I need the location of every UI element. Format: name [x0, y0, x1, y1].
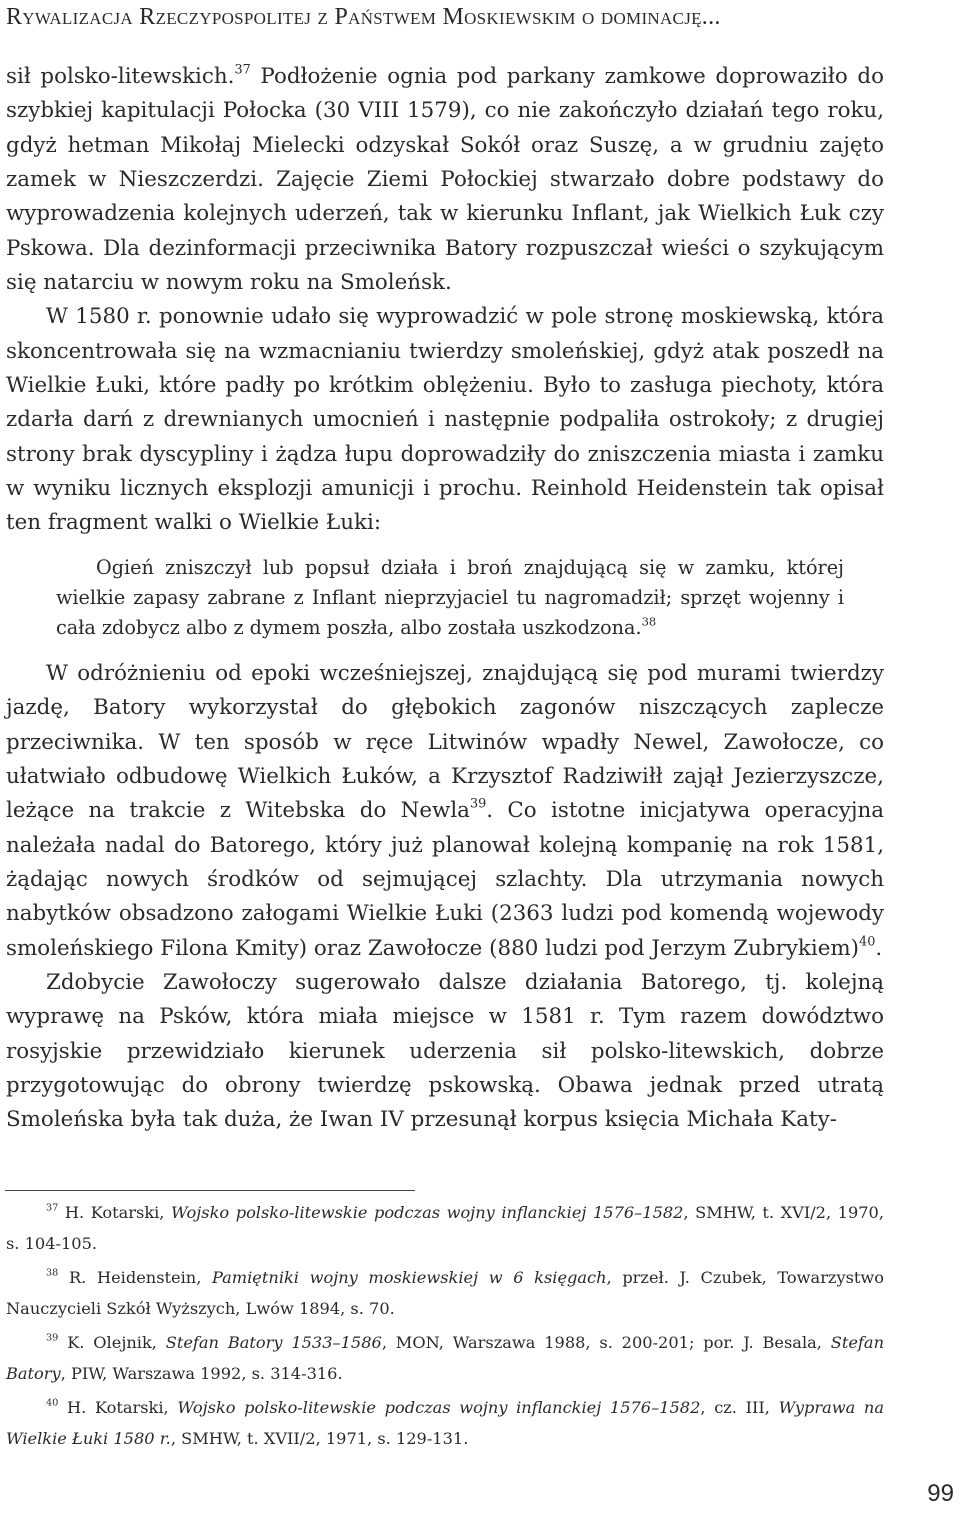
footnote-ref-38[interactable]: 38: [641, 614, 657, 629]
footnote-39: $^{39}$ K. Olejnik, Stefan Batory 1533–1586, MON, Warszawa 1988, s. 200-201; por. J. Besala, Stefan Batory, PIW, Warszawa 1992, s. 314-316.: [6, 1332, 884, 1383]
footnote-ref-40[interactable]: 40: [859, 933, 876, 949]
paragraph-3: W odróżnieniu od epoki wcześniejszej, znajdującą się pod murami twierdzy jazdę, Batory wykorzystał do głębokich zagonów niszczących zaplecze przeciwnika. W ten sposób w ręce Litwinów wpadły Newel, Zawołocze, co ułatwiało odbudowę Wielkich Łuków, a Krzysztof Radziwiłł zajął Jezierzyszcze, leżące na trakcie z Witebska do Newla$^{39}$. Co istotne inicjatywa operacyjna należała nadal do Batorego, który już planował kolejną kompanię na rok 1581, żądając nowych środków od sejmującej szlachty. Dla utrzymania nowych nabytków obsadzono załogami Wielkie Łuki (2363 ludzi pod komendą wojewody smoleńskiego Filona Kmity) oraz Zawołocze (880 ludzi pod Jerzym Zubrykiem)$^{40}$.: [6, 660, 884, 961]
main-text: [6, 60, 884, 1138]
footnote-40: $^{40}$ H. Kotarski, Wojsko polsko-litewskie podczas wojny inflanckiej 1576–1582, cz. III, Wyprawa na Wielkie Łuki 1580 r., SMHW, t. XVII/2, 1971, s. 129-131.: [6, 1397, 884, 1448]
footnote-38: $^{38}$ R. Heidenstein, Pamiętniki wojny moskiewskiej w 6 księgach, przeł. J. Czubek, Towarzystwo Nauczycieli Szkół Wyższych, Lwów 1894, s. 70.: [6, 1267, 885, 1318]
footnote-ref-39[interactable]: 39: [469, 796, 487, 812]
paragraph-1: sił polsko-litewskich.$^{37}$ Podłożenie ognia pod parkany zamkowe doprowaziło do szybkiej kapitulacji Połocka (30 VIII 1579), co nie zakończyło działań tego roku, gdyż hetman Mikołaj Mielecki odzyskał Sokół oraz Suszę, a w grudniu zajęto zamek w Nieszczerdzi. Zajęcie Ziemi Połockiej stwarzało dobre podstawy do wyprowadzenia kolejnych uderzeń, tak w kierunku Inflant, jak Wielkich Łuk czy Pskowa. Dla dezinformacji przeciwnika Batory rozpuszczał wieści o szykującym się natarciu w nowym roku na Smoleńsk.: [6, 62, 884, 296]
footnotes: [6, 1197, 884, 1457]
running-head: Rywalizacja Rzeczypospolitej z Państwem Moskiewskim o dominację...: [6, 4, 721, 30]
block-quote: [56, 553, 844, 643]
footnote-ref-37[interactable]: 37: [234, 62, 251, 78]
paragraph-2: W 1580 r. ponownie udało się wyprowadzić w pole stronę moskiewską, która skoncentrowała się na wzmacnianiu twierdzy smoleńskiej, gdyż atak poszedł na Wielkie Łuki, które padły po krótkim oblężeniu. Było to zasługa piechoty, która zdarła darń z drewnianych umocnień i następnie podpaliła ostrokoły; z drugiej strony brak dyscypliny i żądza łupu doprowadziły do zniszczenia miasta i zamku w wyniku licznych eksplozji amunicji i prochu. Reinhold Heidenstein tak opisał ten fragment walki o Wielkie Łuki:: [6, 304, 884, 536]
page-number: 99: [927, 1480, 954, 1507]
footnote-37: $^{37}$ H. Kotarski, Wojsko polsko-litewskie podczas wojny inflanckiej 1576–1582, SMHW, t. XVI/2, 1970, s. 104-105.: [6, 1202, 884, 1253]
quote-text: Ogień zniszczył lub popsuł działa i broń znajdującą się w zamku, której wielkie zapasy zabrane z Inflant nieprzyjaciel tu nagromadził; sprzęt wojenny i cała zdobycz albo z dymem poszła, albo została uszkodzona.$^{38}$: [56, 555, 844, 639]
paragraph-4: Zdobycie Zawołoczy sugerowało dalsze działania Batorego, tj. kolejną wyprawę na Psków, która miała miejsce w 1581 r. Tym razem dowództwo rosyjskie przewidziało kierunek uderzenia sił polsko-litewskich, dobrze przygotowując do obrony twierdzę pskowską. Obawa jednak przed utratą Smoleńska była tak duża, że Iwan IV przesunął korpus księcia Michała Katy-: [6, 969, 884, 1133]
footnote-separator: [5, 1190, 415, 1191]
